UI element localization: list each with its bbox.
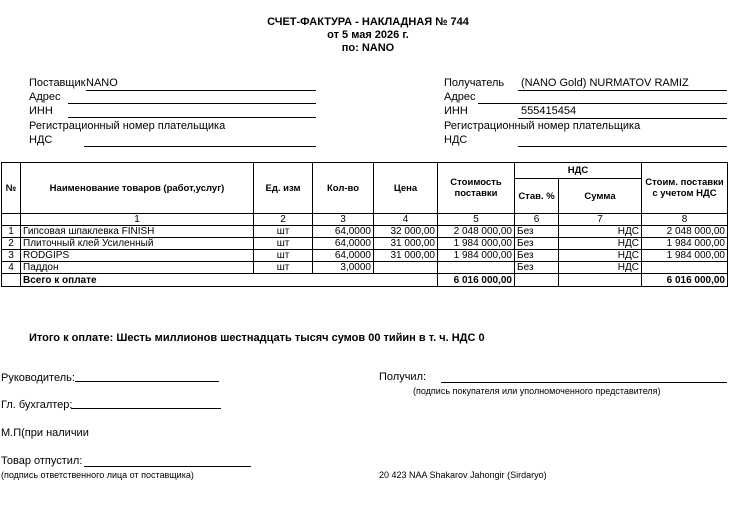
invoice-basis: по: NANO [341,42,395,54]
header-vat: НДС [515,163,642,179]
col-number: 7 [559,214,642,226]
recipient-inn-line [518,118,727,119]
row-price [374,262,438,274]
row-qty: 64,0000 [313,250,374,262]
row-name: Паддон [21,262,254,274]
supplier-line [86,90,316,91]
row-name: Плиточный клей Усиленный [21,238,254,250]
received-note: (подпись покупателя или уполномоченного представителя) [413,386,661,396]
row-cost: 1 984 000,00 [438,238,515,250]
amount-in-words: Итого к оплате: Шесть миллионов шестнадцать тысяч сумов 00 тийин в т. ч. НДС 0 [29,332,485,344]
row-vat-sum: НДС [559,238,642,250]
row-unit: шт [254,262,313,274]
received-label: Получил: [379,371,427,383]
row-price: 31 000,00 [374,250,438,262]
header-cost: Стоимость поставки [438,163,515,214]
col-number: 3 [313,214,374,226]
supplier-inn-label: ИНН [29,105,53,117]
header-unit: Ед. изм [254,163,313,214]
invoice-date: от 5 мая 2026 г. [327,29,409,41]
row-vat-sum: НДС [559,226,642,238]
col-number: 5 [438,214,515,226]
accountant-label: Гл. бухгалтер: [1,399,73,411]
recipient-value: (NANO Gold) NURMATOV RAMIZ [521,77,689,89]
total-with-vat: 6 016 000,00 [642,274,728,287]
total-label: Всего к оплате [21,274,438,287]
row-cost [438,262,515,274]
row-no: 2 [2,238,21,250]
supplier-address-label: Адрес [29,91,61,103]
recipient-inn-value: 555415454 [521,105,577,117]
col-number: 8 [642,214,728,226]
col-number: 1 [21,214,254,226]
row-total [642,262,728,274]
row-qty: 3,0000 [313,262,374,274]
manager-label: Руководитель: [1,372,75,384]
stamp-label: М.П(при наличии [1,427,89,439]
driver-note: 20 423 NAA Shakarov Jahongir (Sirdaryo) [379,470,547,480]
header-vat-rate: Став. % [515,179,559,214]
manager-signature-line [75,381,219,382]
invoice-title: СЧЕТ-ФАКТУРА - НАКЛАДНАЯ № 744 [267,16,469,28]
row-total: 1 984 000,00 [642,238,728,250]
header-price: Цена [374,163,438,214]
row-total: 1 984 000,00 [642,250,728,262]
supplier-label: Поставщик [29,77,86,89]
table-row [2,226,728,238]
recipient-line [518,90,727,91]
row-vat-rate: Без [515,262,559,274]
total-cost: 6 016 000,00 [438,274,515,287]
row-unit: шт [254,238,313,250]
supplier-value: NANO [86,77,118,89]
header-qty: Кол-во [313,163,374,214]
supplier-vat-label: НДС [29,134,53,146]
recipient-inn-label: ИНН [444,105,468,117]
released-signature-line [84,466,251,467]
row-vat-rate: Без [515,226,559,238]
row-no: 4 [2,262,21,274]
row-cost: 2 048 000,00 [438,226,515,238]
row-cost: 1 984 000,00 [438,250,515,262]
total-row [2,274,728,287]
row-vat-sum: НДС [559,262,642,274]
recipient-address-line [478,103,727,104]
table-row [2,250,728,262]
row-unit: шт [254,250,313,262]
row-no: 1 [2,226,21,238]
header-total: Стоим. поставки с учетом НДС [642,163,728,214]
accountant-signature-line [71,408,221,409]
header-no: № [2,163,21,214]
col-number: 6 [515,214,559,226]
row-vat-sum: НДС [559,250,642,262]
row-qty: 64,0000 [313,238,374,250]
header-name: Наименование товаров (работ,услуг) [21,163,254,214]
row-price: 31 000,00 [374,238,438,250]
recipient-vat-label: НДС [444,134,468,146]
recipient-reg-label: Регистрационный номер плательщика [444,120,641,132]
row-qty: 64,0000 [313,226,374,238]
row-unit: шт [254,226,313,238]
row-vat-rate: Без [515,238,559,250]
col-number: 2 [254,214,313,226]
row-no: 3 [2,250,21,262]
invoice-table [1,162,728,287]
column-number-row [2,214,728,226]
row-total: 2 048 000,00 [642,226,728,238]
supplier-vat-line [84,146,316,147]
supplier-reg-label: Регистрационный номер плательщика [29,120,226,132]
table-row [2,262,728,274]
row-vat-rate: Без [515,250,559,262]
col-number: 4 [374,214,438,226]
supplier-inn-line [68,117,316,118]
released-note: (подпись ответственного лица от поставщика) [1,470,194,480]
released-label: Товар отпустил: [1,455,83,467]
row-name: Гипсовая шпаклевка FINISH [21,226,254,238]
recipient-vat-line [518,146,727,147]
recipient-address-label: Адрес [444,91,476,103]
supplier-address-line [68,103,316,104]
header-vat-sum: Сумма [559,179,642,214]
row-name: RODGIPS [21,250,254,262]
received-signature-line [441,382,727,383]
recipient-label: Получатель [444,77,505,89]
table-row [2,238,728,250]
row-price: 32 000,00 [374,226,438,238]
